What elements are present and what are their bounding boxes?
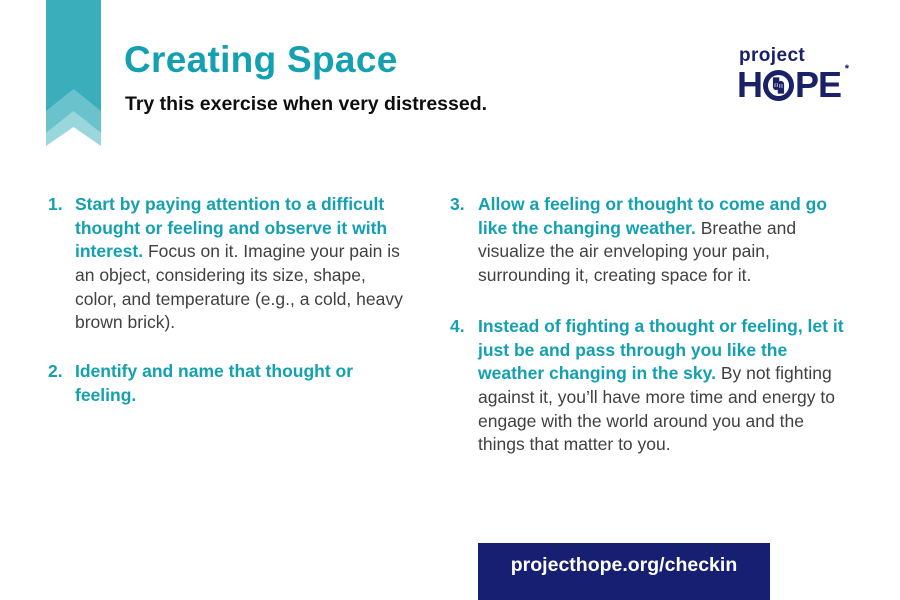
step-number: 4. [450,316,465,336]
step-text [450,315,854,457]
step-text [48,193,408,335]
logo-word-hope [737,63,850,105]
logo-word-project: project [739,45,806,66]
logo-letter-h: H [737,64,762,105]
step-rest-text: Breathe and visualize the air enveloping your pain, surrounding it, creating space for it. [478,217,797,285]
step-text [450,193,854,288]
checkin-link-box[interactable] [478,543,770,600]
project-hope-logo [737,45,850,105]
page-subtitle: Try this exercise when very distressed. [125,93,488,115]
page-title: Creating Space [124,39,398,80]
step-text [48,360,408,407]
step-number: 2. [48,361,63,381]
step-number: 1. [48,194,63,214]
step-bold-text: Start by paying attention to a difficult thought or feeling and observe it with interest. [75,194,388,262]
step-rest-text: Focus on it. Imagine your pain is an object, considering its size, shape, color, and temperature (e.g., a cold, heavy brown brick). [75,241,403,333]
logo-trademark: * [844,63,850,75]
step-number: 3. [450,194,465,214]
step-item-1 [48,193,408,335]
step-item-3 [450,193,854,288]
step-rest-text: By not fighting against it, you’ll have more time and energy to engage with the world around you and the things that matter to you. [478,363,835,455]
step-item-4 [450,315,854,457]
step-bold-text: Instead of fighting a thought or feeling, let it just be and pass through you like the weather changing in the sky. [478,316,844,384]
logo-letters-pe: PE [795,64,842,105]
step-bold-text: Allow a feeling or thought to come and go like the changing weather. [478,194,828,238]
bookmark-ribbon-icon [46,0,101,146]
checkin-link-label: projecthope.org/checkin [510,554,738,576]
step-item-2 [48,360,408,407]
two-hands-circle-icon [763,70,794,101]
step-bold-text: Identify and name that thought or feeling. [75,361,354,405]
